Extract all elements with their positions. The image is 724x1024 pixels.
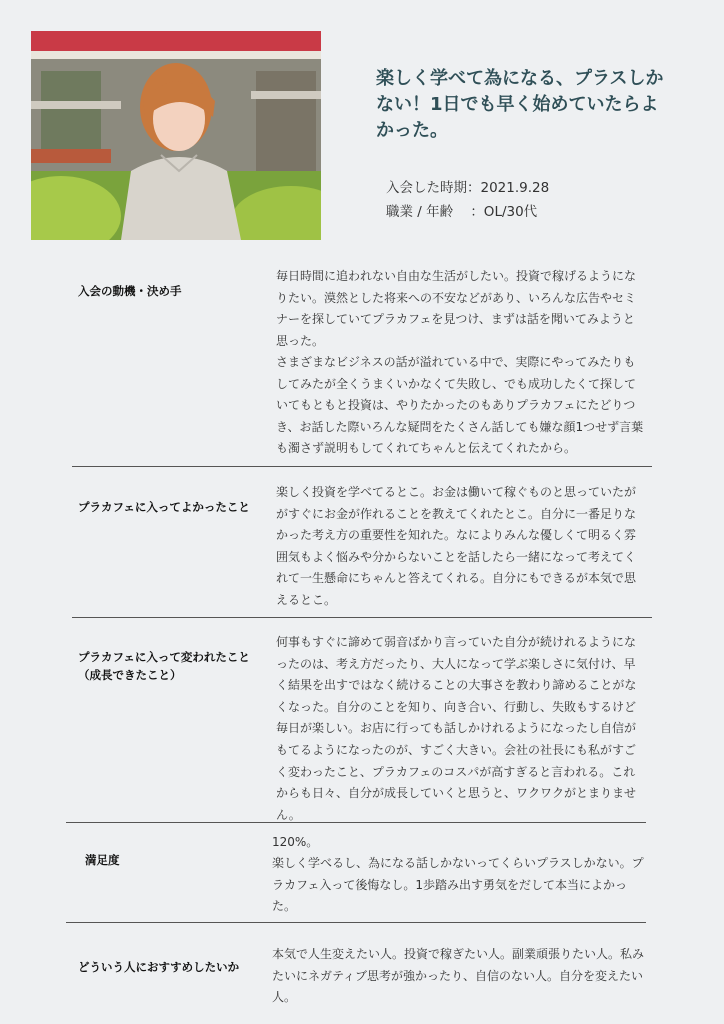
section-divider	[72, 617, 652, 618]
join-date-value: ：2021.9.28	[467, 180, 550, 196]
section-text-recommend: 本気で人生変えたい人。投資で稼ぎたい人。副業頑張りたい人。私みたいにネガティブ思考が強かったり、自信のない人。自分を変えたい人。	[272, 947, 645, 1005]
section-text-motivation-1: 毎日時間に追われない自由な生活がしたい。投資で稼げるようになりたい。漠然とした将来への不安などがあり、いろんな広告やセミナーを探していてプラカフェを見つけ、まずは話を聞いてみようと思った。	[276, 269, 637, 348]
section-text-satisfaction-1: 120%。	[272, 835, 319, 849]
member-photo	[31, 31, 321, 240]
member-meta	[386, 176, 549, 224]
section-label-good-points: プラカフェに入ってよかったこと	[78, 500, 250, 514]
section-divider	[72, 466, 652, 467]
job-age-row	[386, 200, 549, 224]
section-divider	[66, 922, 646, 923]
section-label-satisfaction: 満足度	[85, 853, 120, 867]
section-text-motivation-2: さまざまなビジネスの話が溢れている中で、実際にやってみたりもしてみたが全くうまくいかなくて失敗し、でも成功したくて探していてもともと投資は、やりたかったのもありプラカフェにたどりつき、お話した際いろんな疑問をたくさん話しても嫌な顔1つせず言葉も濁さず説明もしてくれてちゃんと伝えてくれたから。	[276, 355, 644, 456]
section-divider	[66, 822, 646, 823]
section-label-growth: プラカフェに入って変われたこと （成長できたこと）	[78, 650, 250, 682]
join-date-label: 入会した時期	[386, 180, 467, 196]
join-date-row	[386, 176, 549, 200]
section-text-good-points: 楽しく投資を学べてるとこ。お金は働いて稼ぐものと思っていたががすぐにお金が作れることを教えてくれたとこ。自分に一番足りなかった考え方の重要性を知れた。なによりみんな優しくて明るく雰囲気もよく悩みや分からないことを話したら一緒になって考えてくれて一生懸命にちゃんと答えてくれる。自分にもできるが本気で思えるとこ。	[276, 485, 637, 607]
headline: 楽しく学べて為になる、プラスしかない！1日でも早く始めていたらよかった。	[376, 68, 664, 141]
section-text-satisfaction-2: 楽しく学べるし、為になる話しかないってくらいプラスしかない。プラカフェ入って後悔なし。1歩踏み出す勇気をだして本当によかった。	[272, 856, 644, 914]
job-age-value: ：OL/30代	[470, 204, 538, 220]
section-label-recommend: どういう人におすすめしたいか	[78, 960, 240, 974]
section-label-motivation: 入会の動機・決め手	[78, 284, 182, 298]
job-age-label: 職業 / 年齢	[386, 204, 454, 220]
section-text-growth: 何事もすぐに諦めて弱音ばかり言っていた自分が続けれるようになったのは、考え方だったり、大人になって学ぶ楽しさに気付け、早く結果を出すではなく続けることの大事さを教わり諦めることがなくなった。自分のことを知り、向き合い、行動し、失敗もするけど毎日が楽しい。お店に行っても話しかけれるようになったし自信がもてるようになったのが、すごく大きい。会社の社長にも私がすごく変わったこと、プラカフェのコスパが高すぎると言われる。これからも日々、自分が成長していくと思うと、ワクワクがとまりません。	[276, 635, 637, 822]
